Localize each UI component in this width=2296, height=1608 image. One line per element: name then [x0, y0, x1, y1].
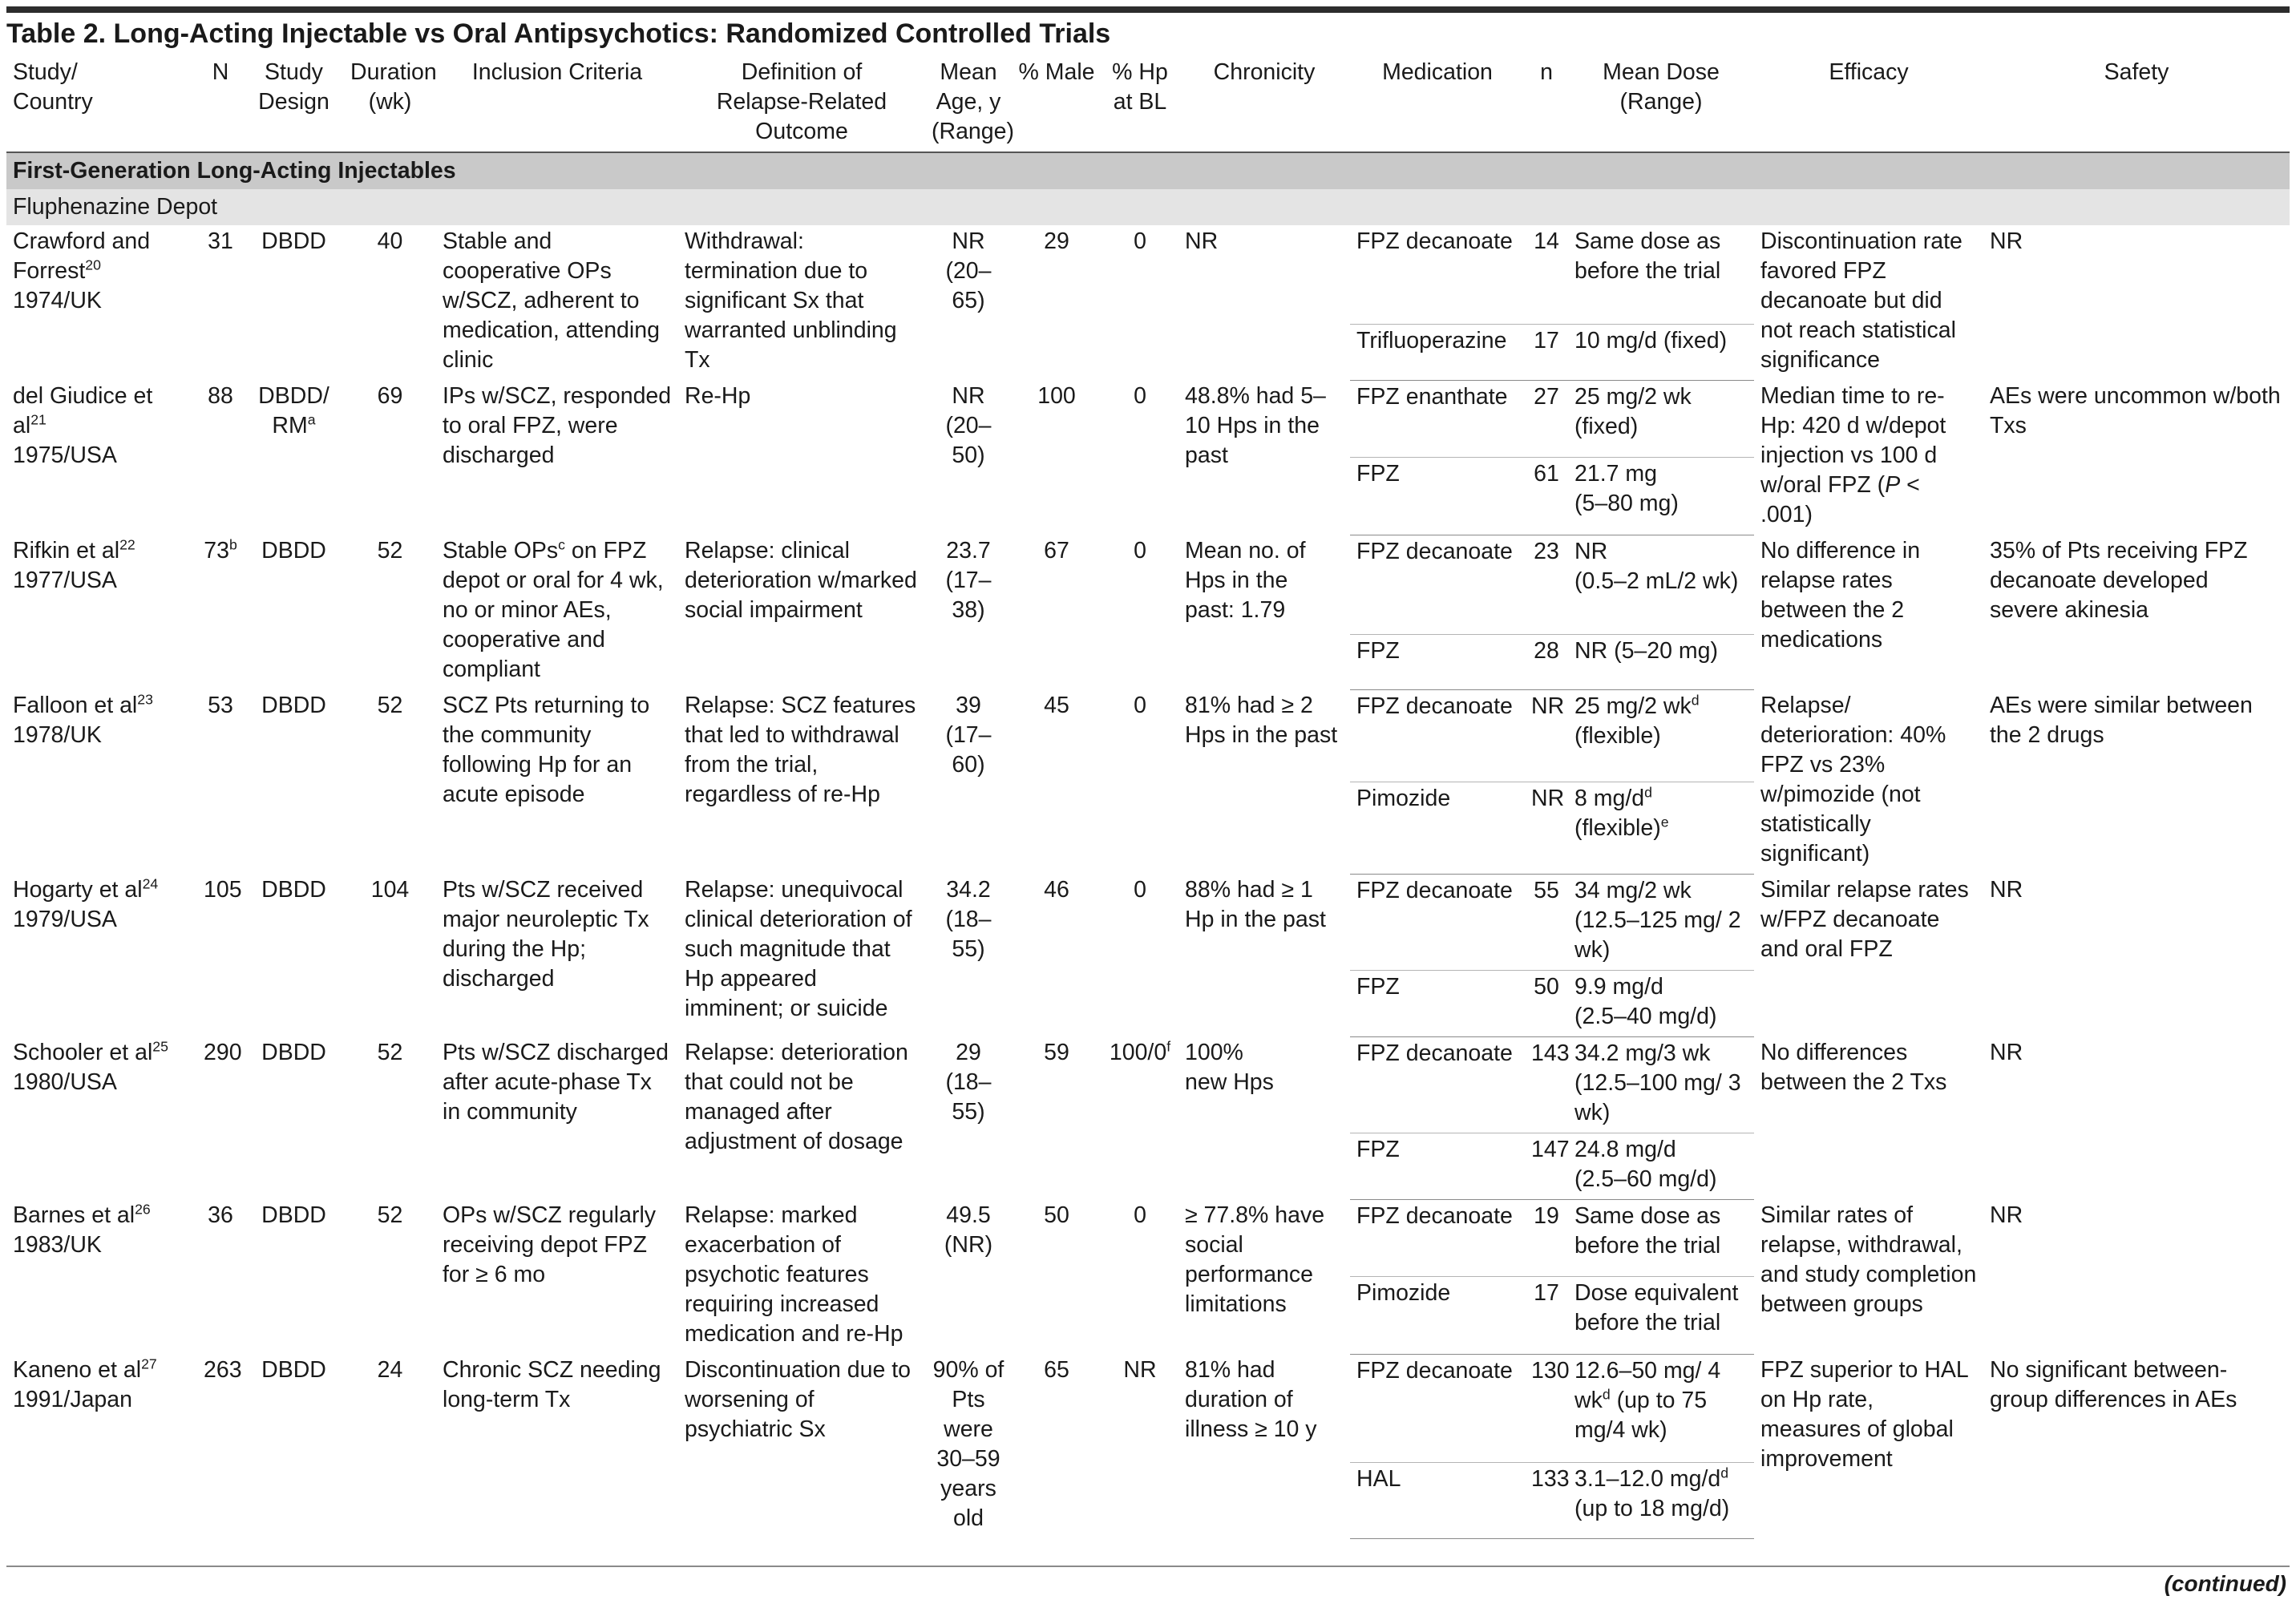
study-citation: Rifkin et $al^{22}$ 1977/USA — [13, 536, 135, 593]
medication: FPZ decanoate — [1350, 1199, 1525, 1277]
col-chronicity: Chronicity — [1213, 59, 1316, 85]
col-inclusion: Inclusion Criteria — [471, 59, 643, 85]
duration: 52 — [377, 1202, 403, 1228]
mean-dose: 9.9 mg/d (2.5–40 mg/d) — [1568, 970, 1754, 1036]
mean-age: 23.7 (17–38) — [945, 538, 992, 623]
percent-male: 50 — [1044, 1202, 1069, 1228]
safety: NR — [1990, 1202, 2023, 1228]
percent-male: 67 — [1044, 538, 1069, 564]
medication: FPZ decanoate — [1350, 1354, 1525, 1463]
study-row — [6, 689, 2290, 782]
header-row — [6, 56, 2290, 152]
bottom-rule — [6, 1566, 2290, 1567]
duration: 40 — [377, 228, 403, 254]
col-male: % Male — [1018, 59, 1095, 85]
chronicity: NR — [1185, 228, 1219, 254]
medication: FPZ decanoate — [1350, 1036, 1525, 1133]
total-n: 31 — [208, 228, 233, 254]
medication: FPZ — [1350, 970, 1525, 1036]
section-row — [6, 152, 2290, 189]
percent-hp-baseline: 0 — [1134, 383, 1146, 409]
percent-hp-baseline: 0 — [1134, 877, 1146, 903]
mean-dose: 8 $mg/d^d$ (flexible)$^e$ — [1568, 782, 1754, 874]
chronicity: ≥ 77.8% have social performance limitations — [1185, 1202, 1325, 1317]
percent-male: 65 — [1044, 1357, 1069, 1383]
study-design: DBDD — [261, 877, 326, 903]
mean-dose: NR (5–20 mg) — [1568, 634, 1754, 689]
col-relapse-definition: Definition of Relapse-Related Outcome — [716, 59, 887, 144]
relapse-definition: Relapse: marked exacerbation of psychotic features requiring increased medication and re-Hp — [685, 1202, 903, 1347]
inclusion-criteria: Chronic SCZ needing long-term Tx — [443, 1357, 661, 1412]
medication: FPZ decanoate — [1350, 225, 1525, 325]
arm-n: 61 — [1525, 458, 1568, 535]
mean-dose: 25 mg/2 wk (fixed) — [1568, 380, 1754, 458]
percent-male: 45 — [1044, 693, 1069, 718]
arm-n: 50 — [1525, 970, 1568, 1036]
inclusion-criteria: Pts w/SCZ discharged after acute-phase Tx in community — [443, 1040, 669, 1125]
study-citation: Barnes et $al^{26}$ 1983/UK — [13, 1201, 151, 1258]
total-n: 290 — [204, 1040, 242, 1065]
arm-n: 28 — [1525, 634, 1568, 689]
study-design: DBDD — [261, 693, 326, 718]
arm-n: 23 — [1525, 535, 1568, 634]
mean-dose: 34.2 mg/3 wk (12.5–100 mg/ 3 wk) — [1568, 1036, 1754, 1133]
medication: FPZ decanoate — [1350, 535, 1525, 634]
duration: 69 — [377, 383, 403, 409]
arm-n: 14 — [1525, 225, 1568, 325]
safety: No significant between-group differences in AEs — [1990, 1357, 2237, 1412]
efficacy: No differences between the 2 Txs — [1760, 1040, 1947, 1095]
chronicity: 81% had ≥ 2 Hps in the past — [1185, 693, 1338, 748]
efficacy: Similar relapse rates w/FPZ decanoate and oral FPZ — [1760, 877, 1969, 962]
duration: 52 — [377, 693, 403, 718]
percent-male: 59 — [1044, 1040, 1069, 1065]
study-citation: Crawford and Forrest$^{20}$ 1974/UK — [13, 228, 151, 313]
percent-hp-baseline: 0 — [1134, 228, 1146, 254]
safety: NR — [1990, 877, 2023, 903]
total-n: 263 — [204, 1357, 242, 1383]
col-dose: Mean Dose (Range) — [1603, 59, 1720, 115]
arm-n: 55 — [1525, 874, 1568, 970]
medication: Pimozide — [1350, 782, 1525, 874]
safety: 35% of Pts receiving FPZ decanoate developed severe akinesia — [1990, 538, 2248, 623]
mean-dose: 10 mg/d (fixed) — [1568, 325, 1754, 380]
arm-n: 19 — [1525, 1199, 1568, 1277]
study-row — [6, 1354, 2290, 1463]
inclusion-criteria: IPs w/SCZ, responded to oral FPZ, were discharged — [443, 383, 672, 468]
percent-hp-baseline: 0 — [1134, 1202, 1146, 1228]
col-medication: Medication — [1382, 59, 1493, 85]
arm-n: 27 — [1525, 380, 1568, 458]
relapse-definition: Relapse: SCZ features that led to withdrawal from the trial, regardless of re-Hp — [685, 693, 916, 807]
inclusion-criteria: Pts w/SCZ received major neuroleptic Tx during the Hp; discharged — [443, 877, 649, 992]
study-design: DBDD/ $RM^a$ — [258, 383, 329, 438]
efficacy: FPZ superior to HAL on Hp rate, measures of global improvement — [1760, 1357, 1968, 1472]
medication: FPZ enanthate — [1350, 380, 1525, 458]
subsection-label: Fluphenazine Depot — [6, 189, 2290, 225]
total-n: 36 — [208, 1202, 233, 1228]
mean-dose: Same dose as before the trial — [1568, 225, 1754, 325]
percent-male: 100 — [1037, 383, 1076, 409]
study-design: DBDD — [261, 1357, 326, 1383]
section-label: First-Generation Long-Acting Injectables — [6, 152, 2290, 189]
table-title: Table 2. Long-Acting Injectable vs Oral Antipsychotics: Randomized Controlled Trials — [6, 18, 1111, 49]
study-row — [6, 380, 2290, 458]
mean-dose: Same dose as before the trial — [1568, 1199, 1754, 1277]
arm-n: NR — [1525, 782, 1568, 874]
efficacy: Relapse/ deterioration: 40% FPZ vs 23% w/pimozide (not statistically significant) — [1760, 693, 1946, 867]
efficacy: Median time to re-Hp: 420 d w/depot injection vs 100 d w/oral FPZ (P < .001) — [1760, 383, 1946, 527]
total-n: 53 — [208, 693, 233, 718]
relapse-definition: Discontinuation due to worsening of psychiatric Sx — [685, 1357, 912, 1442]
mean-dose: Dose equivalent before the trial — [1568, 1277, 1754, 1355]
arm-n: 130 — [1525, 1354, 1568, 1463]
percent-male: 29 — [1044, 228, 1069, 254]
duration: 104 — [370, 877, 410, 903]
inclusion-criteria: Stable OPs$^c$ on FPZ depot or oral for 4 wk, no or minor AEs, cooperative and compliant — [443, 536, 664, 682]
chronicity: 88% had ≥ 1 Hp in the past — [1185, 877, 1326, 932]
medication: FPZ — [1350, 634, 1525, 689]
chronicity: 81% had duration of illness ≥ 10 y — [1185, 1357, 1317, 1442]
arm-n: NR — [1525, 689, 1568, 782]
total-n: 105 — [204, 877, 242, 903]
mean-age: 49.5 (NR) — [944, 1202, 993, 1258]
study-row — [6, 1036, 2290, 1133]
inclusion-criteria: SCZ Pts returning to the community following Hp for an acute episode — [443, 693, 650, 807]
mean-dose: NR (0.5–2 mL/2 wk) — [1568, 535, 1754, 634]
chronicity: 48.8% had 5–10 Hps in the past — [1185, 383, 1326, 468]
relapse-definition: Relapse: deterioration that could not be managed after adjustment of dosage — [685, 1040, 908, 1154]
col-study: Study/ Country — [13, 59, 93, 115]
duration: 52 — [377, 1040, 403, 1065]
total-n: 88 — [208, 383, 233, 409]
arm-n: 143 — [1525, 1036, 1568, 1133]
medication: Trifluoperazine — [1350, 325, 1525, 380]
mean-dose: 25 mg/2 $wk^d$ (flexible) — [1568, 689, 1754, 782]
relapse-definition: Withdrawal: termination due to significant Sx that warranted unblinding Tx — [685, 228, 897, 373]
chronicity: 100% new Hps — [1185, 1040, 1274, 1095]
mean-dose: 21.7 mg (5–80 mg) — [1568, 458, 1754, 535]
study-row — [6, 874, 2290, 970]
safety: AEs were similar between the 2 drugs — [1990, 693, 2253, 748]
col-hp-bl: % Hp at BL — [1112, 59, 1168, 115]
col-age: Mean Age, y (Range) — [932, 59, 1014, 144]
percent-hp-baseline: 0 — [1134, 538, 1146, 564]
study-row — [6, 535, 2290, 634]
arm-n: 17 — [1525, 325, 1568, 380]
mean-dose: 12.6–50 mg/ 4 $wk^d$ (up to 75 mg/4 wk) — [1568, 1354, 1754, 1463]
top-rule — [6, 6, 2290, 13]
total-n: 73$^b$ — [204, 536, 237, 564]
safety: NR — [1990, 1040, 2023, 1065]
mean-age: NR (20–50) — [945, 383, 992, 468]
efficacy: Similar rates of relapse, withdrawal, and study completion between groups — [1760, 1202, 1977, 1317]
study-citation: Kaneno et $al^{27}$ 1991/Japan — [13, 1355, 157, 1412]
arm-n: 133 — [1525, 1463, 1568, 1538]
mean-dose: 34 mg/2 wk (12.5–125 mg/ 2 wk) — [1568, 874, 1754, 970]
col-n: n — [1540, 59, 1553, 85]
arm-n: 147 — [1525, 1133, 1568, 1199]
col-duration: Duration (wk) — [350, 59, 437, 115]
study-citation: Hogarty et $al^{24}$ 1979/USA — [13, 875, 159, 932]
study-row — [6, 1199, 2290, 1277]
mean-age: 39 (17–60) — [945, 693, 992, 778]
chronicity: Mean no. of Hps in the past: 1.79 — [1185, 538, 1306, 623]
percent-hp-baseline: NR — [1123, 1357, 1157, 1383]
duration: 52 — [377, 538, 403, 564]
percent-hp-baseline: 100/0$^f$ — [1109, 1038, 1171, 1065]
study-design: DBDD — [261, 228, 326, 254]
trials-table — [6, 56, 2290, 1539]
mean-age: 34.2 (18–55) — [945, 877, 992, 962]
medication: FPZ decanoate — [1350, 689, 1525, 782]
study-design: DBDD — [261, 1202, 326, 1228]
safety: AEs were uncommon w/both Txs — [1990, 383, 2281, 438]
medication: FPZ — [1350, 458, 1525, 535]
relapse-definition: Relapse: clinical deterioration w/marked social impairment — [685, 538, 917, 623]
inclusion-criteria: Stable and cooperative OPs w/SCZ, adherent to medication, attending clinic — [443, 228, 660, 373]
medication: Pimozide — [1350, 1277, 1525, 1355]
medication: FPZ decanoate — [1350, 874, 1525, 970]
subsection-row — [6, 189, 2290, 225]
mean-dose: 24.8 mg/d (2.5–60 mg/d) — [1568, 1133, 1754, 1199]
medication: HAL — [1350, 1463, 1525, 1538]
mean-age: 90% of Pts were 30–59 years old — [932, 1357, 1004, 1531]
col-design: Study Design — [258, 59, 329, 115]
efficacy: Discontinuation rate favored FPZ decanoate but did not reach statistical significance — [1760, 228, 1963, 373]
col-n-total: N — [212, 59, 229, 85]
mean-age: NR (20–65) — [945, 228, 992, 313]
study-design: DBDD — [261, 1040, 326, 1065]
percent-male: 46 — [1044, 877, 1069, 903]
study-row — [6, 225, 2290, 325]
study-design: DBDD — [261, 538, 326, 564]
col-efficacy: Efficacy — [1829, 59, 1909, 85]
col-safety: Safety — [2104, 59, 2169, 85]
inclusion-criteria: OPs w/SCZ regularly receiving depot FPZ for ≥ 6 mo — [443, 1202, 657, 1287]
study-citation: Falloon et $al^{23}$ 1978/UK — [13, 691, 153, 748]
duration: 24 — [377, 1357, 403, 1383]
relapse-definition: Relapse: unequivocal clinical deterioration of such magnitude that Hp appeared imminent; or suicide — [685, 877, 912, 1021]
arm-n: 17 — [1525, 1277, 1568, 1355]
continued-label: (continued) — [2164, 1571, 2286, 1596]
medication: FPZ — [1350, 1133, 1525, 1199]
percent-hp-baseline: 0 — [1134, 693, 1146, 718]
mean-dose: 3.1–12.0 $mg/d^d$ (up to 18 mg/d) — [1568, 1463, 1754, 1538]
study-citation: Schooler et $al^{25}$ 1980/USA — [13, 1038, 168, 1095]
mean-age: 29 (18–55) — [945, 1040, 992, 1125]
relapse-definition: Re-Hp — [685, 383, 751, 409]
safety: NR — [1990, 228, 2023, 254]
efficacy: No difference in relapse rates between the 2 medications — [1760, 538, 1921, 652]
study-citation: del Giudice et $al^{21}$ 1975/USA — [13, 383, 153, 468]
